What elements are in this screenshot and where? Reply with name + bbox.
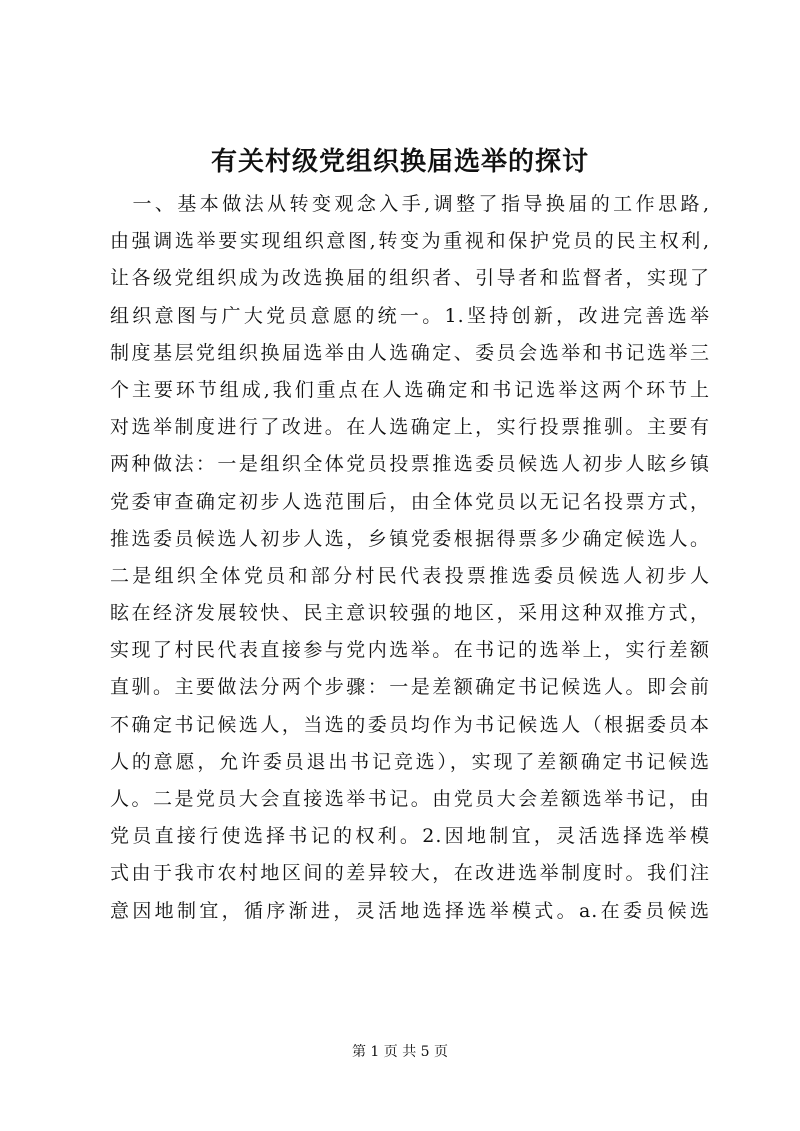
- body-line: 组织意图与广大党员意愿的统一。1.坚持创新，改进完善选举: [110, 304, 710, 327]
- body-line: 人的意愿，允许委员退出书记竞选），实现了差额确定书记候选: [110, 750, 710, 773]
- body-line: 意因地制宜，循序渐进，灵活地选择选举模式。a.在委员候选: [110, 899, 710, 922]
- page-footer: 第 1 页 共 5 页: [351, 1044, 449, 1060]
- body-line: 一、基本做法从转变观念入手,调整了指导换届的工作思路,: [110, 193, 710, 215]
- body-line: 人。二是党员大会直接选举书记。由党员大会差额选举书记，由: [110, 788, 710, 810]
- body-line: 式由于我市农村地区间的差异较大，在改进选举制度时。我们注: [110, 862, 710, 885]
- body-line: 让各级党组织成为改选换届的组织者、引导者和监督者，实现了: [110, 267, 710, 290]
- body-line: 眩在经济发展较快、民主意识较强的地区，采用这种双推方式，: [110, 602, 710, 625]
- body-line: 推选委员候选人初步人选，乡镇党委根据得票多少确定候选人。: [110, 527, 710, 550]
- body-line: 制度基层党组织换届选举由人选确定、委员会选举和书记选举三: [110, 341, 710, 364]
- body-line: 党委审查确定初步人选范围后，由全体党员以无记名投票方式，: [110, 490, 710, 513]
- document-body: [110, 186, 710, 930]
- body-line: 不确定书记候选人，当选的委员均作为书记候选人（根据委员本: [110, 713, 710, 736]
- body-line: 直驯。主要做法分两个步骤：一是差额确定书记候选人。即会前: [110, 676, 710, 699]
- body-line: 由强调选举要实现组织意图,转变为重视和保护党员的民主权利,: [110, 230, 710, 253]
- body-line: 实现了村民代表直接参与党内选举。在书记的选举上，实行差额: [110, 639, 710, 662]
- document-title: 有关村级党组织换届选举的探讨: [210, 147, 589, 177]
- body-line: 个主要环节组成,我们重点在人选确定和书记选举这两个环节上: [110, 378, 710, 401]
- body-line: 对选举制度进行了改进。在人选确定上，实行投票推驯。主要有: [110, 416, 710, 439]
- body-line: 二是组织全体党员和部分村民代表投票推选委员候选人初步人: [110, 564, 710, 587]
- body-line: 党员直接行使选择书记的权利。2.因地制宜，灵活选择选举模: [110, 825, 710, 848]
- body-line: 两种做法：一是组织全体党员投票推选委员候选人初步人眩乡镇: [110, 453, 710, 476]
